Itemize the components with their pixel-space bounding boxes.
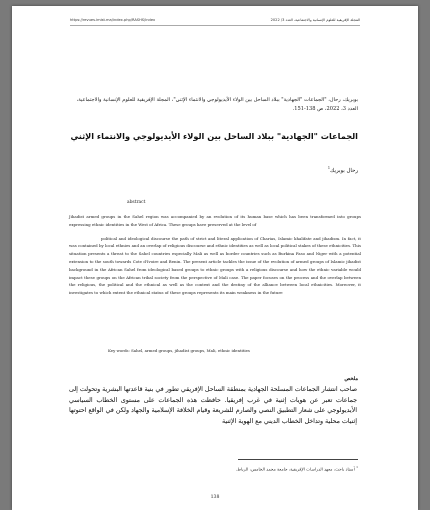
citation: بوبريك، رحال، "الجماعات "الجهادية" ببلاد الساحل بين الولاء الأيديولوجي والانتماء الإثني"، المجلة الإفريقية للعلوم الإنسانية والاجتماعية، العدد 3، 2022، ص 138-151. bbox=[76, 97, 358, 112]
header-divider bbox=[70, 25, 360, 26]
document-page bbox=[12, 6, 418, 510]
article-title: الجماعات "الجهادية" ببلاد الساحل بين الولاء الأيديولوجي والانتماء الإثني bbox=[70, 131, 358, 141]
abstract-heading: abstract bbox=[127, 200, 146, 205]
arabic-abstract-heading: ملخص bbox=[344, 376, 358, 382]
footnote-text: أستاذ باحث، معهد الدراسات الإفريقية، جامعة محمد الخامس، الرباط. bbox=[235, 466, 355, 472]
arabic-abstract-text: صاحب انتشار الجماعات المسلحة الجهادية بمنطقة الساحل الإفريقي تطور في بنية قاعدتها البشرية وتحولت إلى جماعات تعبر عن هويات إثنية في غرب إفريقيا. حافظت هذه الجماعات على مستوى الخطاب السياسي الأيديولوجي على شعار التطبيق النصي والصارم للشريعة وقيام الخلافة الإسلامية والجهاد ولكن في الواقع احتوتها إثنيات محلية وتداخل الخطاب الديني مع الهوية الإثنية bbox=[69, 386, 357, 425]
page-number: 138 bbox=[210, 495, 220, 500]
abstract-paragraph-1: Jihadist armed groups in the Sahel region was accompanied by an evolution of its human base which has been transformed into groups expressing ethnic identities in the West of Africa. These groups have preserved at the level of bbox=[69, 214, 361, 227]
author-name: رحال بوبريك bbox=[329, 167, 358, 174]
journal-name: المجلة الإفريقية للعلوم الإنسانية والاجتماعية، العدد 3/ 2022 bbox=[270, 18, 360, 22]
journal-url[interactable]: https://revues.imist.ma/index.php/RASHS/index bbox=[70, 18, 156, 22]
running-header bbox=[70, 18, 360, 22]
footnote bbox=[72, 465, 358, 471]
keywords: Key words: Sahel, armed groups, jihadist groups, Mali, ethnic identities bbox=[108, 348, 250, 353]
author bbox=[328, 166, 358, 174]
abstract bbox=[69, 213, 361, 297]
author-footnote-marker: 1 bbox=[327, 166, 330, 170]
arabic-abstract bbox=[69, 385, 357, 427]
footnote-divider bbox=[238, 459, 358, 460]
footnote-marker: 1 bbox=[356, 465, 358, 469]
abstract-paragraph-2: political and ideological discourse the path of strict and literal application of Charias, Islamic khalifate and jihadism. In fact, it was contained by local ethnies and an overlap of religious discourse and ethnic identities as well as local political stakes of these ethnicities. This situation presents a threat to the Sahel countries especially Mali as well as border countries such as Burkina Faso and Niger with a potential extension to the south towards Cote d'Ivoire and Benin. The present article tackles the issue of the evolution of armed groups of Islamic jihadist background in the African Sahel from ideological based groups to ethnic groups with a religious discourse and how the ethnic variable would impact these groups on the African tribal society from the perspective of Mali case. The paper focuses on the process and the overlap between the religious, the political and the ethnical as well as the context and the destiny of the alliance between local ethnicities. Moreover, it investigates to which extent the ethnical status of these groups represents its main weakness in the future bbox=[69, 235, 361, 296]
